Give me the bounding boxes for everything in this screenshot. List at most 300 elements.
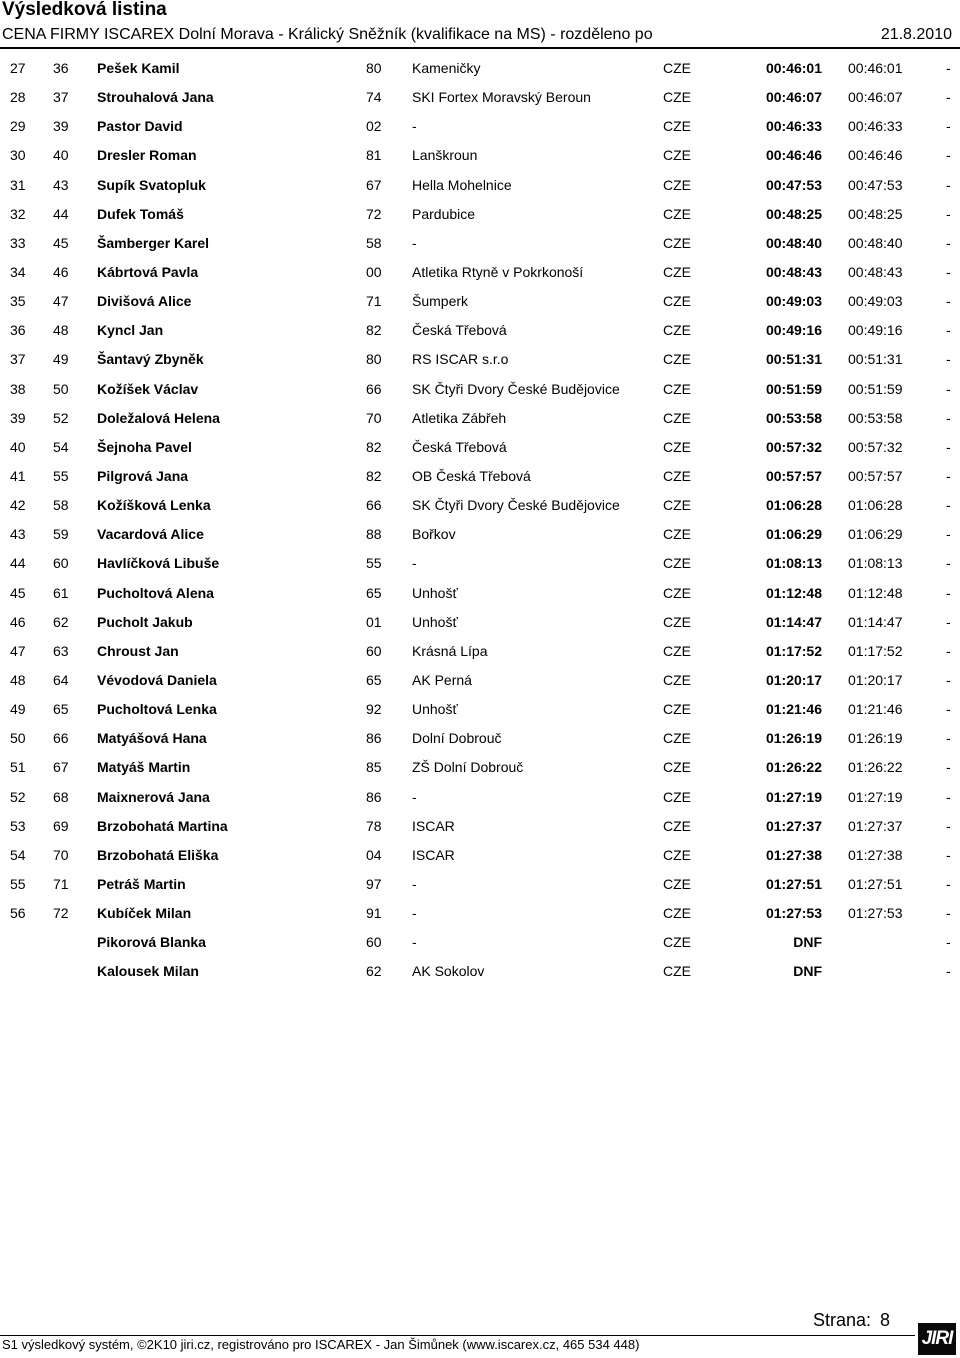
time-cell: 00:48:40: [765, 234, 822, 251]
year-cell: 65: [366, 584, 382, 601]
year-cell: 04: [366, 846, 382, 863]
year-cell: 92: [366, 701, 382, 718]
total-time-cell: 01:27:37: [848, 817, 903, 834]
name-cell: Pešek Kamil: [97, 60, 180, 76]
rank-cell: 27: [10, 60, 26, 76]
year-cell: 02: [366, 118, 382, 135]
nation-cell: CZE: [663, 905, 691, 922]
year-cell: 01: [366, 613, 382, 630]
table-row: [0, 841, 960, 870]
club-cell: Unhošť: [412, 584, 458, 601]
diff-cell: -: [946, 263, 951, 280]
total-time-cell: 00:57:57: [848, 467, 903, 484]
table-row: [0, 83, 960, 112]
time-cell: 01:27:37: [765, 817, 822, 834]
bib-cell: 72: [53, 905, 69, 922]
time-cell: 00:51:31: [765, 351, 822, 368]
rank-cell: 37: [10, 351, 26, 368]
nation-cell: CZE: [663, 351, 691, 368]
rank-cell: 54: [10, 846, 26, 863]
name-cell: Kubíček Milan: [97, 905, 192, 922]
diff-cell: -: [946, 467, 951, 484]
diff-cell: -: [946, 905, 951, 922]
club-cell: Šumperk: [412, 293, 469, 310]
time-cell: 01:27:53: [765, 905, 822, 922]
header-divider: [0, 47, 960, 49]
diff-cell: -: [946, 963, 951, 980]
year-cell: 66: [366, 497, 382, 514]
rank-cell: 45: [10, 584, 26, 601]
rank-cell: 33: [10, 234, 26, 251]
bib-cell: 61: [53, 584, 69, 601]
club-cell: Lanškroun: [412, 147, 478, 164]
nation-cell: CZE: [663, 263, 691, 280]
diff-cell: -: [946, 642, 951, 659]
name-cell: Havlíčková Libuše: [97, 555, 220, 572]
year-cell: 71: [366, 293, 382, 310]
year-cell: 86: [366, 730, 382, 747]
nation-cell: CZE: [663, 293, 691, 310]
total-time-cell: 00:57:32: [848, 438, 903, 455]
diff-cell: -: [946, 351, 951, 368]
club-cell: Bořkov: [412, 526, 456, 543]
diff-cell: -: [946, 380, 951, 397]
table-row: [0, 870, 960, 899]
name-cell: Pastor David: [97, 118, 183, 135]
bib-cell: 52: [53, 409, 69, 426]
rank-cell: 41: [10, 467, 26, 484]
name-cell: Dufek Tomáš: [97, 205, 184, 222]
table-row: [0, 491, 960, 520]
time-cell: 01:06:29: [765, 526, 822, 543]
club-cell: SKI Fortex Moravský Beroun: [412, 89, 591, 106]
rank-cell: 39: [10, 409, 26, 426]
bib-cell: 54: [53, 438, 69, 455]
bib-cell: 39: [53, 118, 69, 135]
table-row: [0, 200, 960, 229]
nation-cell: CZE: [663, 60, 691, 76]
diff-cell: -: [946, 409, 951, 426]
name-cell: Pucholtová Alena: [97, 584, 214, 601]
table-row: [0, 753, 960, 782]
nation-cell: CZE: [663, 205, 691, 222]
table-row: [0, 345, 960, 374]
diff-cell: -: [946, 730, 951, 747]
total-time-cell: 01:27:38: [848, 846, 903, 863]
name-cell: Pilgrová Jana: [97, 467, 189, 484]
bib-cell: 71: [53, 875, 69, 892]
table-row: [0, 899, 960, 928]
results-table: [0, 54, 960, 987]
nation-cell: CZE: [663, 118, 691, 135]
year-cell: 86: [366, 788, 382, 805]
bib-cell: 47: [53, 293, 69, 310]
year-cell: 70: [366, 409, 382, 426]
club-cell: ISCAR: [412, 817, 455, 834]
diff-cell: -: [946, 788, 951, 805]
bib-cell: 59: [53, 526, 69, 543]
time-cell: 01:06:28: [765, 497, 822, 514]
bib-cell: 64: [53, 671, 69, 688]
year-cell: 74: [366, 89, 382, 106]
table-row: [0, 608, 960, 637]
name-cell: Petráš Martin: [97, 875, 186, 892]
diff-cell: -: [946, 759, 951, 776]
year-cell: 85: [366, 759, 382, 776]
club-cell: OB Česká Třebová: [412, 467, 531, 484]
name-cell: Šantavý Zbyněk: [97, 351, 204, 368]
time-cell: 01:08:13: [765, 555, 822, 572]
rank-cell: 47: [10, 642, 26, 659]
bib-cell: 40: [53, 147, 69, 164]
rank-cell: 49: [10, 701, 26, 718]
nation-cell: CZE: [663, 613, 691, 630]
total-time-cell: 01:21:46: [848, 701, 903, 718]
bib-cell: 62: [53, 613, 69, 630]
diff-cell: -: [946, 817, 951, 834]
time-cell: 01:27:51: [765, 875, 822, 892]
bib-cell: 55: [53, 467, 69, 484]
nation-cell: CZE: [663, 788, 691, 805]
total-time-cell: 01:27:53: [848, 905, 903, 922]
diff-cell: -: [946, 60, 951, 76]
page-indicator: [813, 1309, 891, 1331]
nation-cell: CZE: [663, 322, 691, 339]
time-cell: 00:57:32: [765, 438, 822, 455]
total-time-cell: 00:49:16: [848, 322, 903, 339]
total-time-cell: 01:26:19: [848, 730, 903, 747]
table-row: [0, 637, 960, 666]
table-row: [0, 316, 960, 345]
rank-cell: 48: [10, 671, 26, 688]
time-cell: 00:51:59: [765, 380, 822, 397]
table-row: [0, 375, 960, 404]
club-cell: AK Sokolov: [412, 963, 485, 980]
name-cell: Doležalová Helena: [97, 409, 220, 426]
club-cell: Kameničky: [412, 60, 481, 76]
name-cell: Vévodová Daniela: [97, 671, 217, 688]
name-cell: Pucholtová Lenka: [97, 701, 217, 718]
name-cell: Vacardová Alice: [97, 526, 204, 543]
table-row: [0, 141, 960, 170]
jiri-logo: JIRI: [918, 1323, 956, 1355]
rank-cell: 30: [10, 147, 26, 164]
bib-cell: 44: [53, 205, 69, 222]
total-time-cell: 01:17:52: [848, 642, 903, 659]
rank-cell: 34: [10, 263, 26, 280]
year-cell: 81: [366, 147, 382, 164]
time-cell: 00:48:43: [765, 263, 822, 280]
club-cell: -: [412, 118, 417, 135]
table-row: [0, 812, 960, 841]
name-cell: Supík Svatopluk: [97, 176, 206, 193]
total-time-cell: 01:06:28: [848, 497, 903, 514]
nation-cell: CZE: [663, 497, 691, 514]
club-cell: -: [412, 875, 417, 892]
year-cell: 62: [366, 963, 382, 980]
nation-cell: CZE: [663, 380, 691, 397]
club-cell: SK Čtyři Dvory České Budějovice: [412, 380, 620, 397]
name-cell: Kyncl Jan: [97, 322, 164, 339]
table-row: [0, 462, 960, 491]
year-cell: 60: [366, 934, 382, 951]
diff-cell: -: [946, 875, 951, 892]
nation-cell: CZE: [663, 642, 691, 659]
diff-cell: -: [946, 293, 951, 310]
bib-cell: 50: [53, 380, 69, 397]
rank-cell: 29: [10, 118, 26, 135]
year-cell: 97: [366, 875, 382, 892]
rank-cell: 53: [10, 817, 26, 834]
diff-cell: -: [946, 555, 951, 572]
nation-cell: CZE: [663, 584, 691, 601]
year-cell: 66: [366, 380, 382, 397]
time-cell: 00:57:57: [765, 467, 822, 484]
bib-cell: 60: [53, 555, 69, 572]
nation-cell: CZE: [663, 875, 691, 892]
bib-cell: 45: [53, 234, 69, 251]
club-cell: ZŠ Dolní Dobrouč: [412, 759, 524, 776]
rank-cell: 46: [10, 613, 26, 630]
diff-cell: -: [946, 497, 951, 514]
diff-cell: -: [946, 89, 951, 106]
time-cell: 01:26:19: [765, 730, 822, 747]
diff-cell: -: [946, 322, 951, 339]
bib-cell: 70: [53, 846, 69, 863]
total-time-cell: 00:49:03: [848, 293, 903, 310]
event-name: CENA FIRMY ISCAREX Dolní Morava - Králický Sněžník (kvalifikace na MS) - rozděleno po: [2, 26, 653, 43]
diff-cell: -: [946, 234, 951, 251]
year-cell: 72: [366, 205, 382, 222]
time-cell: 01:27:38: [765, 846, 822, 863]
nation-cell: CZE: [663, 234, 691, 251]
total-time-cell: 01:06:29: [848, 526, 903, 543]
club-cell: -: [412, 555, 417, 572]
name-cell: Dresler Roman: [97, 147, 197, 164]
bib-cell: 63: [53, 642, 69, 659]
total-time-cell: 00:48:40: [848, 234, 903, 251]
table-row: [0, 666, 960, 695]
diff-cell: -: [946, 205, 951, 222]
diff-cell: -: [946, 846, 951, 863]
time-cell: 00:47:53: [765, 176, 822, 193]
time-cell: 01:21:46: [765, 701, 822, 718]
table-row: [0, 520, 960, 549]
rank-cell: 55: [10, 875, 26, 892]
club-cell: Unhošť: [412, 701, 458, 718]
time-cell: 00:49:03: [765, 293, 822, 310]
bib-cell: 43: [53, 176, 69, 193]
club-cell: Atletika Rtyně v Pokrkonoší: [412, 263, 584, 280]
club-cell: Hella Mohelnice: [412, 176, 512, 193]
nation-cell: CZE: [663, 409, 691, 426]
time-cell: 01:14:47: [765, 613, 822, 630]
rank-cell: 42: [10, 497, 26, 514]
club-cell: -: [412, 788, 417, 805]
time-cell: 01:17:52: [765, 642, 822, 659]
total-time-cell: 01:27:51: [848, 875, 903, 892]
name-cell: Matyáš Martin: [97, 759, 191, 776]
club-cell: Krásná Lípa: [412, 642, 488, 659]
time-cell: 01:12:48: [765, 584, 822, 601]
year-cell: 00: [366, 263, 382, 280]
bib-cell: 49: [53, 351, 69, 368]
year-cell: 80: [366, 60, 382, 76]
total-time-cell: 00:46:07: [848, 89, 903, 106]
table-row: [0, 433, 960, 462]
table-row: [0, 579, 960, 608]
page-title: Výsledková listina: [2, 0, 167, 20]
diff-cell: -: [946, 147, 951, 164]
nation-cell: CZE: [663, 467, 691, 484]
name-cell: Kožíšková Lenka: [97, 497, 211, 514]
year-cell: 65: [366, 671, 382, 688]
nation-cell: CZE: [663, 963, 691, 980]
year-cell: 88: [366, 526, 382, 543]
club-cell: Česká Třebová: [412, 322, 507, 339]
nation-cell: CZE: [663, 701, 691, 718]
total-time-cell: 00:53:58: [848, 409, 903, 426]
diff-cell: -: [946, 584, 951, 601]
name-cell: Divišová Alice: [97, 293, 192, 310]
year-cell: 82: [366, 322, 382, 339]
nation-cell: CZE: [663, 817, 691, 834]
total-time-cell: 01:26:22: [848, 759, 903, 776]
table-row: [0, 404, 960, 433]
time-cell: 01:26:22: [765, 759, 822, 776]
diff-cell: -: [946, 701, 951, 718]
time-cell: 00:49:16: [765, 322, 822, 339]
name-cell: Matyášová Hana: [97, 730, 207, 747]
year-cell: 82: [366, 438, 382, 455]
diff-cell: -: [946, 438, 951, 455]
table-row: [0, 928, 960, 957]
club-cell: Unhošť: [412, 613, 458, 630]
time-cell: 00:46:46: [765, 147, 822, 164]
bib-cell: 67: [53, 759, 69, 776]
table-row: [0, 783, 960, 812]
year-cell: 80: [366, 351, 382, 368]
diff-cell: -: [946, 176, 951, 193]
nation-cell: CZE: [663, 147, 691, 164]
table-row: [0, 54, 960, 83]
club-cell: -: [412, 934, 417, 951]
diff-cell: -: [946, 934, 951, 951]
diff-cell: -: [946, 526, 951, 543]
event-date: 21.8.2010: [880, 26, 952, 43]
year-cell: 58: [366, 234, 382, 251]
time-cell: 00:53:58: [765, 409, 822, 426]
table-row: [0, 112, 960, 141]
nation-cell: CZE: [663, 526, 691, 543]
footer-credits: S1 výsledkový systém, ©2K10 jiri.cz, registrováno pro ISCAREX - Jan Šimůnek (www.iscarex.cz, 465 534 448): [2, 1337, 640, 1352]
nation-cell: CZE: [663, 89, 691, 106]
rank-cell: 44: [10, 555, 26, 572]
year-cell: 60: [366, 642, 382, 659]
total-time-cell: 00:46:46: [848, 147, 903, 164]
total-time-cell: 00:51:31: [848, 351, 903, 368]
name-cell: Kalousek Milan: [97, 963, 199, 980]
total-time-cell: 01:27:19: [848, 788, 903, 805]
total-time-cell: 00:48:25: [848, 205, 903, 222]
club-cell: ISCAR: [412, 846, 455, 863]
nation-cell: CZE: [663, 934, 691, 951]
bib-cell: 69: [53, 817, 69, 834]
name-cell: Šamberger Karel: [97, 234, 210, 251]
diff-cell: -: [946, 671, 951, 688]
time-cell: 00:48:25: [765, 205, 822, 222]
nation-cell: CZE: [663, 759, 691, 776]
diff-cell: -: [946, 118, 951, 135]
total-time-cell: 00:48:43: [848, 263, 903, 280]
page-number: 8: [880, 1310, 891, 1330]
total-time-cell: 01:08:13: [848, 555, 903, 572]
time-cell: 00:46:01: [765, 60, 822, 76]
rank-cell: 38: [10, 380, 26, 397]
name-cell: Chroust Jan: [97, 642, 179, 659]
club-cell: Česká Třebová: [412, 438, 507, 455]
year-cell: 78: [366, 817, 382, 834]
rank-cell: 31: [10, 176, 26, 193]
table-row: [0, 549, 960, 578]
name-cell: Brzobohatá Martina: [97, 817, 228, 834]
nation-cell: CZE: [663, 438, 691, 455]
table-row: [0, 287, 960, 316]
rank-cell: 52: [10, 788, 26, 805]
time-cell: 00:46:33: [765, 118, 822, 135]
table-row: [0, 957, 960, 986]
event-subtitle: [2, 25, 954, 45]
nation-cell: CZE: [663, 846, 691, 863]
name-cell: Kožíšek Václav: [97, 380, 199, 397]
time-cell: 01:20:17: [765, 671, 822, 688]
bib-cell: 37: [53, 89, 69, 106]
total-time-cell: 00:46:01: [848, 60, 903, 76]
name-cell: Pucholt Jakub: [97, 613, 193, 630]
name-cell: Strouhalová Jana: [97, 89, 214, 106]
name-cell: Brzobohatá Eliška: [97, 846, 219, 863]
rank-cell: 43: [10, 526, 26, 543]
time-cell: DNF: [793, 963, 822, 980]
bib-cell: 68: [53, 788, 69, 805]
year-cell: 55: [366, 555, 382, 572]
total-time-cell: 01:14:47: [848, 613, 903, 630]
nation-cell: CZE: [663, 730, 691, 747]
rank-cell: 28: [10, 89, 26, 106]
rank-cell: 32: [10, 205, 26, 222]
year-cell: 91: [366, 905, 382, 922]
total-time-cell: 01:20:17: [848, 671, 903, 688]
bib-cell: 66: [53, 730, 69, 747]
total-time-cell: 00:51:59: [848, 380, 903, 397]
year-cell: 82: [366, 467, 382, 484]
rank-cell: 50: [10, 730, 26, 747]
club-cell: RS ISCAR s.r.o: [412, 351, 509, 368]
rank-cell: 40: [10, 438, 26, 455]
bib-cell: 46: [53, 263, 69, 280]
bib-cell: 36: [53, 60, 69, 76]
nation-cell: CZE: [663, 555, 691, 572]
bib-cell: 48: [53, 322, 69, 339]
time-cell: 01:27:19: [765, 788, 822, 805]
club-cell: Atletika Zábřeh: [412, 409, 507, 426]
time-cell: 00:46:07: [765, 89, 822, 106]
club-cell: Dolní Dobrouč: [412, 730, 502, 747]
nation-cell: CZE: [663, 671, 691, 688]
name-cell: Pikorová Blanka: [97, 934, 206, 951]
name-cell: Kábrtová Pavla: [97, 263, 199, 280]
table-row: [0, 695, 960, 724]
